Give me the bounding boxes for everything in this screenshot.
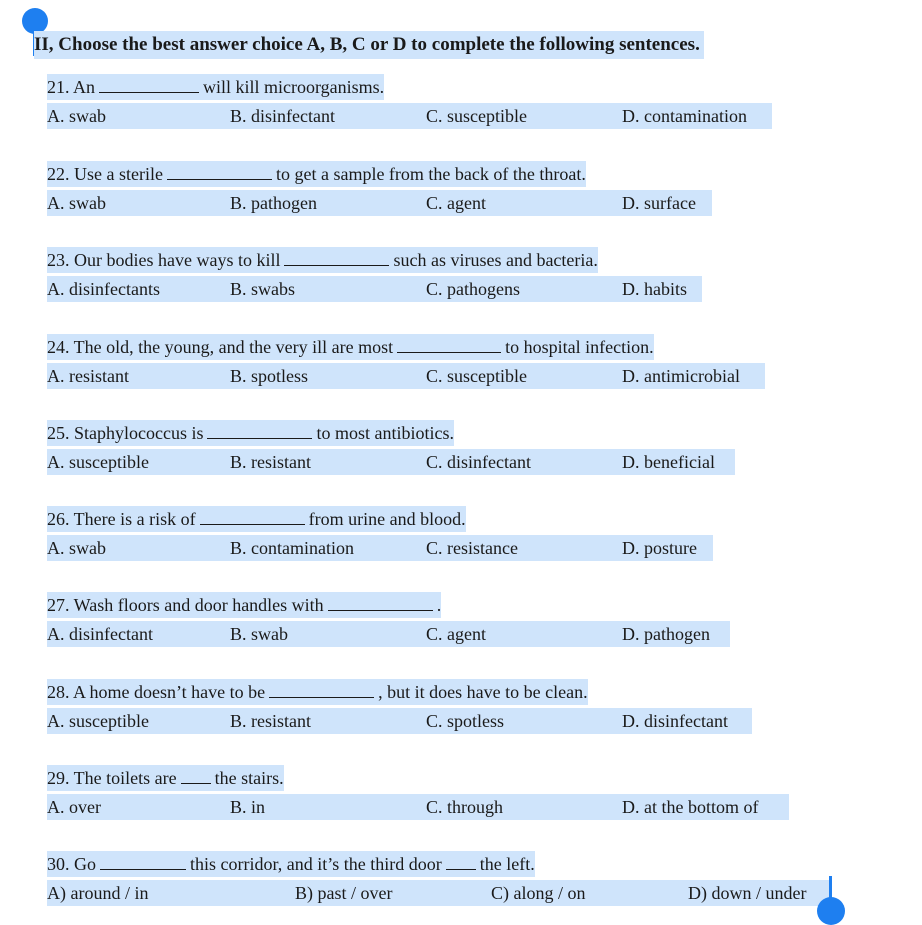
option-b: B. disinfectant bbox=[230, 106, 335, 126]
option-a: A. swab bbox=[47, 106, 106, 126]
answer-blank bbox=[284, 247, 389, 266]
option-d: D. disinfectant bbox=[622, 711, 728, 731]
answer-options bbox=[47, 794, 789, 820]
question-26 bbox=[0, 506, 922, 566]
option-a: A. swab bbox=[47, 193, 106, 213]
question-stem: 29. The toilets are the stairs. bbox=[47, 765, 284, 791]
answer-blank bbox=[446, 851, 476, 870]
question-stem: 28. A home doesn’t have to be , but it does have to be clean. bbox=[47, 679, 588, 705]
option-c: C. disinfectant bbox=[426, 452, 531, 472]
option-b: B. resistant bbox=[230, 452, 311, 472]
option-b: B. spotless bbox=[230, 366, 309, 386]
question-23 bbox=[0, 247, 922, 307]
option-a: A. resistant bbox=[47, 366, 129, 386]
answer-options bbox=[47, 621, 730, 647]
option-d: D. surface bbox=[622, 193, 696, 213]
option-c: C. susceptible bbox=[426, 106, 527, 126]
answer-blank bbox=[397, 334, 501, 353]
question-30 bbox=[0, 851, 922, 911]
question-24 bbox=[0, 334, 922, 394]
option-d: D. contamination bbox=[622, 106, 747, 126]
question-stem: 27. Wash floors and door handles with . bbox=[47, 592, 441, 618]
option-d: D. habits bbox=[622, 279, 687, 299]
option-b: B. swabs bbox=[230, 279, 296, 299]
question-stem: 21. An will kill microorganisms. bbox=[47, 74, 384, 100]
option-b: B) past / over bbox=[295, 883, 393, 903]
option-b: B. resistant bbox=[230, 711, 311, 731]
option-c: C. susceptible bbox=[426, 366, 527, 386]
option-d: D. pathogen bbox=[622, 624, 710, 644]
option-a: A. swab bbox=[47, 538, 106, 558]
answer-blank bbox=[328, 592, 433, 611]
option-c: C. agent bbox=[426, 624, 486, 644]
selection-end-handle[interactable] bbox=[817, 897, 845, 925]
option-a: A. disinfectants bbox=[47, 279, 160, 299]
option-b: B. in bbox=[230, 797, 266, 817]
option-a: A. susceptible bbox=[47, 452, 149, 472]
section-title: II, Choose the best answer choice A, B, C or D to complete the following sentences. bbox=[34, 31, 704, 59]
option-b: B. contamination bbox=[230, 538, 354, 558]
option-d: D) down / under bbox=[688, 883, 807, 903]
option-d: D. antimicrobial bbox=[622, 366, 740, 386]
answer-blank bbox=[207, 420, 312, 439]
question-27 bbox=[0, 592, 922, 652]
question-stem: 23. Our bodies have ways to kill such as viruses and bacteria. bbox=[47, 247, 598, 273]
answer-options bbox=[47, 276, 702, 302]
question-21 bbox=[0, 74, 922, 134]
option-a: A. susceptible bbox=[47, 711, 149, 731]
option-d: D. beneficial bbox=[622, 452, 715, 472]
option-b: B. pathogen bbox=[230, 193, 317, 213]
answer-options bbox=[47, 103, 772, 129]
option-a: A) around / in bbox=[47, 883, 149, 903]
option-a: A. disinfectant bbox=[47, 624, 153, 644]
option-d: D. at the bottom of bbox=[622, 797, 759, 817]
option-c: C. agent bbox=[426, 193, 486, 213]
question-stem: 22. Use a sterile to get a sample from the back of the throat. bbox=[47, 161, 586, 187]
answer-blank bbox=[269, 679, 374, 698]
answer-options bbox=[47, 190, 712, 216]
answer-blank bbox=[99, 74, 199, 93]
option-c: C. spotless bbox=[426, 711, 505, 731]
answer-options bbox=[47, 535, 713, 561]
question-22 bbox=[0, 161, 922, 221]
answer-blank bbox=[167, 161, 272, 180]
option-c: C) along / on bbox=[491, 883, 586, 903]
answer-options bbox=[47, 363, 765, 389]
option-b: B. swab bbox=[230, 624, 288, 644]
answer-options bbox=[47, 880, 832, 906]
answer-blank bbox=[200, 506, 305, 525]
option-c: C. resistance bbox=[426, 538, 518, 558]
question-stem: 25. Staphylococcus is to most antibiotics. bbox=[47, 420, 454, 446]
option-a: A. over bbox=[47, 797, 101, 817]
option-d: D. posture bbox=[622, 538, 697, 558]
option-c: C. pathogens bbox=[426, 279, 520, 299]
question-25 bbox=[0, 420, 922, 480]
question-29 bbox=[0, 765, 922, 825]
question-28 bbox=[0, 679, 922, 739]
answer-blank bbox=[100, 851, 186, 870]
option-c: C. through bbox=[426, 797, 504, 817]
answer-options bbox=[47, 449, 735, 475]
answer-blank bbox=[181, 765, 211, 784]
answer-options bbox=[47, 708, 752, 734]
question-stem: 30. Go this corridor, and it’s the third door the left. bbox=[47, 851, 535, 877]
question-stem: 24. The old, the young, and the very ill are most to hospital infection. bbox=[47, 334, 654, 360]
question-stem: 26. There is a risk of from urine and blood. bbox=[47, 506, 466, 532]
